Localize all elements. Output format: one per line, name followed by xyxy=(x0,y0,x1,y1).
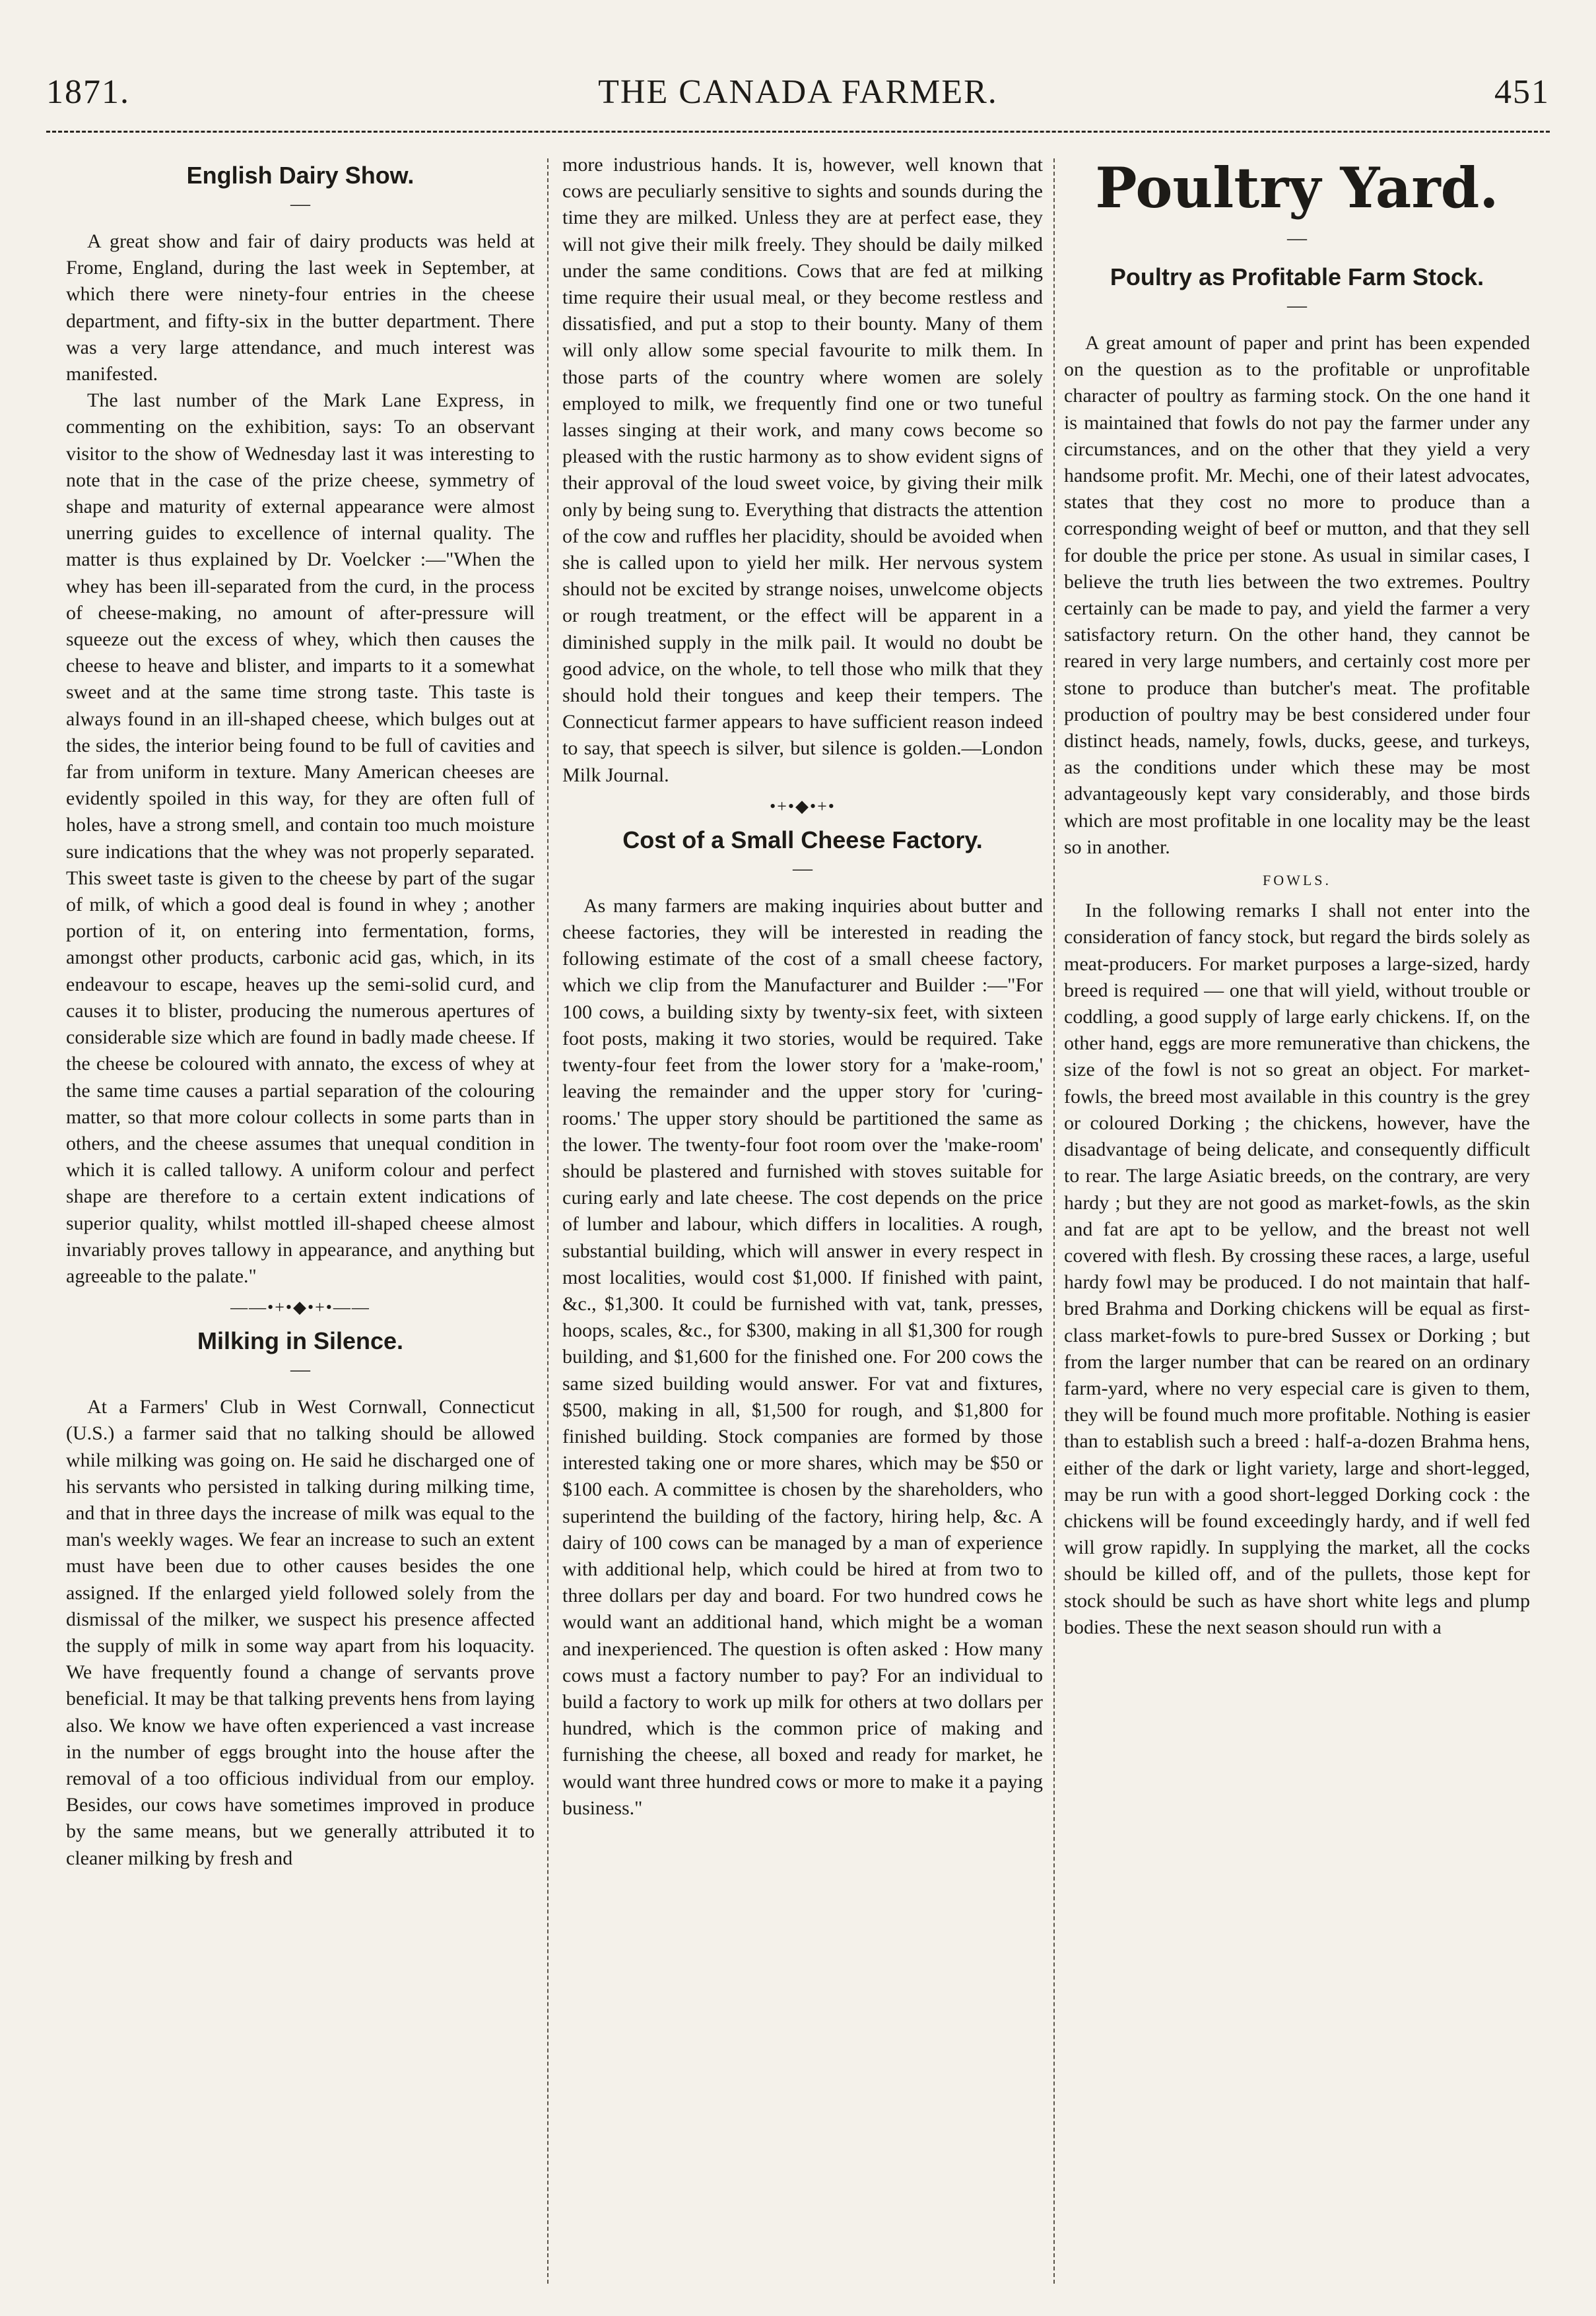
article-heading-cost-of-cheese-factory: Cost of a Small Cheese Factory. xyxy=(622,826,983,853)
article-heading-english-dairy-show: English Dairy Show. xyxy=(186,162,415,189)
heading-dash: — xyxy=(290,1358,310,1381)
issue-year: 1871. xyxy=(46,73,130,111)
subheading-fowls: FOWLS. xyxy=(1262,872,1332,889)
section-ornament: •+•◆•+• xyxy=(770,796,836,816)
article-heading-milking-in-silence: Milking in Silence. xyxy=(197,1327,404,1355)
column-rule-2 xyxy=(1053,158,1055,2284)
article-paragraph: The last number of the Mark Lane Express, in commenting on the exhibition, says: To an observant visitor to the show of Wednesday last it was interesting to note that in the case of the prize cheese, symmetry of shape and maturity of external appearance were almost unerring guides to excellence of internal quality. The matter is thus explained by Dr. Voelcker :—"When the whey has been ill-separated from the curd, in the process of cheese-making, no amount of after-pressure will squeeze out the excess of whey, which then causes the cheese to heave and blister, and imparts to it a somewhat sweet and at the same time strong taste. This taste is always found in an ill-shaped cheese, which bulges out at the sides, the interior being found to be full of cavities and far from uniform in texture. Many American cheeses are evidently spoiled in this way, for they are often full of holes, have a strong smell, and contain too much moisture sure indications that the whey was not properly separated. This sweet taste is given to the cheese by part of the sugar of milk, of which a good deal is found in whey ; another portion of it, on entering into fermentation, forms, amongst other products, carbonic acid gas, which, in its endeavour to escape, heaves up the semi-solid curd, and causes it to blister, producing the numerous apertures of considerable size which are found in badly made cheese. If the cheese be coloured with annato, the excess of whey at the same time causes a partial separation of the colouring matter, so that more colour collects in some parts than in others, and the cheese assumes that unequal condition in which it is called tallowy. A uniform colour and perfect shape are therefore to a certain extent indications of superior quality, whilst mottled ill-shaped cheese almost invariably proves tallowy in appearance, and anything but agreeable to the palate." xyxy=(66,389,535,1287)
column-1 xyxy=(66,152,535,2290)
article-paragraph: A great show and fair of dairy products was held at Frome, England, during the last week in September, at which there were ninety-four entries in the cheese department, and fifty-six in the butter department. There was a very large attendance, and much interest was manifested. xyxy=(66,230,535,385)
article-paragraph: As many farmers are making inquiries about butter and cheese factories, they will be interested in reading the following estimate of the cost of a small cheese factory, which we clip from the Manufacturer and Builder :—"For 100 cows, a building sixty by twenty-six feet, with sixteen foot posts, making it two stories, would be required. Take twenty-four feet from the lower story for a 'make-room,' leaving the remainder and the upper story for 'curing-rooms.' The upper story should be partitioned the same as the lower. The twenty-four foot room over the 'make-room' should be plastered and furnished with stoves suitable for curing early and late cheese. The cost depends on the price of lumber and labour, which differs in localities. A rough, substantial building, which will answer in every respect in most localities, would cost $1,000. If finished with paint, &c., $1,300. It could be furnished with vat, tank, presses, hoops, scales, &c., for $300, making in all $1,300 for rough building, and $1,600 for the finished one. For 200 cows the same sized building would answer. For vat and fixtures, $500, making in all, $1,500 for rough, and $1,800 for finished building. Stock companies are formed by those interested taking one or more shares, which may be $50 or $100 each. A committee is chosen by the shareholders, who superintend the building of the factory, hiring help, &c. A dairy of 100 cows can be managed by a man of experience with additional help, which could be hired at from two to three dollars per day and board. For two hundred cows he would want an additional hand, which might be a woman and inexperienced. The question is often asked : How many cows must a factory number to pay? For an individual to build a factory to work up milk for others at two dollars per hundred, which is the common price of making and furnishing the cheese, all boxed and ready for market, he would want three hundred cows or more to make it a paying business." xyxy=(562,894,1043,1819)
column-3 xyxy=(1064,152,1530,2290)
column-rule-1 xyxy=(547,158,549,2284)
heading-dash: — xyxy=(793,857,813,879)
heading-dash: — xyxy=(1287,294,1307,316)
article-paragraph: At a Farmers' Club in West Cornwall, Connecticut (U.S.) a farmer said that no talking should be allowed while milking was going on. He said he discharged one of his servants who persisted in talking during milking time, and that in three days the increase of milk was equal to the man's weekly wages. We fear an increase to such an extent must have been due to other causes besides the one assigned. If the enlarged yield followed solely from the dismissal of the milker, we suspect his presence affected the supply of milk in some way apart from his loquacity. We have frequently found a change of servants prove beneficial. It may be that talking prevents hens from laying also. We know we have often experienced a vast increase in the number of eggs brought into the house after the removal of a too officious individual from our employ. Besides, our cows have sometimes improved in produce by the same means, but we generally attributed it to cleaner milking by fresh and xyxy=(66,1396,535,1869)
page-number: 451 xyxy=(1494,73,1550,111)
article-paragraph: In the following remarks I shall not enter into the consideration of fancy stock, but regard the birds solely as meat-producers. For market purposes a large-sized, hardy breed is required — one that will yield, without trouble or coddling, a good supply of large early chickens. If, on the other hand, eggs are more remunerative than chickens, the size of the fowl is not so great an object. For market-fowls, the breed most available in this country is the grey or coloured Dorking ; the chickens, however, have the disadvantage of being delicate, and consequently difficult to rear. The large Asiatic breeds, on the contrary, are very hardy ; but they are not good as market-fowls, as the skin and fat are apt to be yellow, and the breast not well covered with flesh. By crossing these races, a large, useful hardy fowl may be produced. I do not maintain that half-bred Brahma and Dorking chickens will be equal as first-class market-fowls to pure-bred Sussex or Dorking ; but from the larger number that can be reared on an ordinary farm-yard, where no very especial care is given to them, they will be found much more profitable. Nothing is easier than to establish such a breed : half-a-dozen Brahma hens, either of the dark or light variety, large and short-legged, may be run with a good short-legged Dorking cock : the chickens will be found exceedingly hardy, and if well fed will grow rapidly. In supplying the market, all the cocks should be killed off, and of the pullets, those kept for stock should be such as have short white legs and plump bodies. These the next season should run with a xyxy=(1064,900,1530,1638)
article-paragraph: A great amount of paper and print has been expended on the question as to the profitable or unprofitable character of poultry as farming stock. On the one hand it is maintained that fowls do not pay the farmer under any circumstances, and on the other that they yield a very handsome profit. Mr. Mechi, one of their latest advocates, states that they cost no more to produce than a corresponding weight of beef or mutton, and that they sell for double the price per stone. As usual in similar cases, I believe the truth lies between the two extremes. Poultry certainly can be made to pay, and yield the farmer a very satisfactory return. On the other hand, they cannot be reared in very large numbers, and certainly cost more per stone to produce than butcher's meat. The profitable production of poultry may be best considered under four distinct heads, namely, fowls, ducks, geese, and turkeys, as the conditions under which these may be most advantageously kept vary considerably, and those birds which are most profitable in one locality may be the least so in another. xyxy=(1064,332,1530,858)
heading-dash: — xyxy=(1287,227,1307,249)
column-2 xyxy=(562,152,1043,2290)
section-ornament: ——•+•◆•+•—— xyxy=(230,1298,370,1317)
newspaper-title: THE CANADA FARMER. xyxy=(598,73,998,111)
article-heading-poultry-profitable: Poultry as Profitable Farm Stock. xyxy=(1110,263,1484,290)
article-paragraph: more industrious hands. It is, however, well known that cows are peculiarly sensitive to sights and sounds during the time they are milked. Unless they are at perfect ease, they will not give their milk freely. They should be daily milked under the same conditions. Cows that are fed at milking time require their usual meal, or they become restless and dissatisfied, and put a stop to their bounty. Many of them will only allow some special favourite to milk them. In those parts of the country where women are solely employed to milk, we frequently find one or two tuneful lasses singing at their work, and many cows become so pleased with the rustic harmony as to show evident signs of their approval of the loud sweet voice, by giving their milk only by being sung to. Everything that distracts the attention of the cow and ruffles her placidity, should be avoided when she is called upon to yield her milk. Her nervous system should not be excited by strange noises, unwelcome objects or rough treatment, or the effect will be apparent in a diminished supply in the milk pail. It would no doubt be good advice, on the whole, to tell those who milk that they should hold their tongues and keep their tempers. The Connecticut farmer appears to have sufficient reason indeed to say, that speech is silver, but silence is golden.—London Milk Journal. xyxy=(562,154,1043,786)
masthead-rule xyxy=(46,131,1550,133)
masthead xyxy=(46,73,1550,119)
heading-dash: — xyxy=(290,193,310,215)
department-title-poultry-yard: Poultry Yard. xyxy=(1095,155,1499,220)
